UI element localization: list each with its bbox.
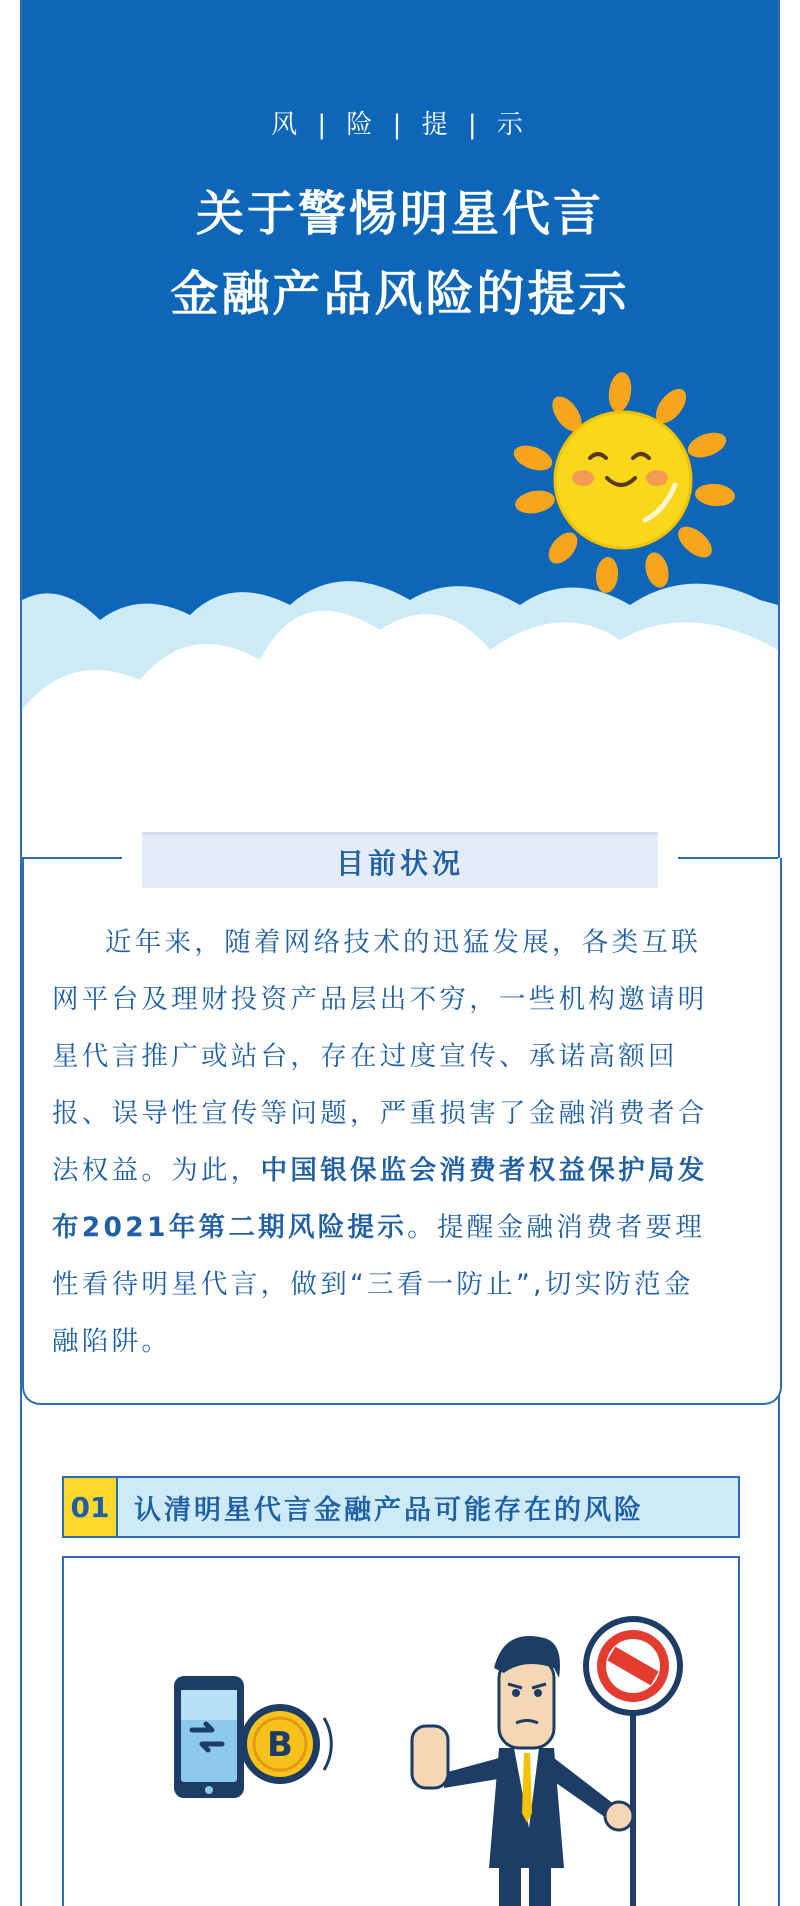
status-line-3	[52, 1028, 748, 1085]
no-entry-sign-icon	[583, 1616, 683, 1716]
section-number-badge: 01	[64, 1478, 118, 1536]
status-line-text: 。提醒金融消费者要理	[407, 1212, 706, 1243]
status-line-8	[52, 1313, 748, 1370]
status-line-text: 融陷阱。	[52, 1326, 172, 1357]
section-01-header	[62, 1476, 740, 1538]
hero-eyebrow: 风 | 险 | 提 | 示	[271, 110, 529, 140]
status-line-7	[52, 1256, 748, 1313]
status-line-6	[52, 1199, 748, 1256]
status-line-text: 报、误导性宣传等问题，严重损害了金融消费者合	[52, 1098, 708, 1129]
hero-title-line-1: 关于警惕明星代言	[195, 186, 604, 242]
illustration-box	[62, 1556, 740, 1906]
bitcoin-coin-icon	[240, 1704, 331, 1784]
status-highlight-text: 布2021年第二期风险提示	[52, 1212, 408, 1243]
phone-exchange-icon	[164, 1668, 334, 1808]
section-title: 认清明星代言金融产品可能存在的风险	[134, 1494, 644, 1526]
card-top-line-right	[678, 857, 778, 859]
status-heading: 目前状况	[142, 832, 658, 888]
status-line-5	[52, 1142, 748, 1199]
status-line-2	[52, 971, 748, 1028]
status-line-text: 星代言推广或站台，存在过度宣传、承诺高额回	[52, 1041, 678, 1072]
svg-text:B: B	[267, 1725, 293, 1765]
status-paragraph	[52, 914, 748, 1370]
hero-title-line-2: 金融产品风险的提示	[170, 266, 630, 322]
businessman-stop-sign-icon	[404, 1598, 684, 1906]
status-highlight-text: 中国银保监会消费者权益保护局发	[260, 1155, 708, 1186]
card-top-line-left	[22, 857, 122, 859]
status-line-text: 网平台及理财投资产品层出不穷，一些机构邀请明	[52, 984, 708, 1015]
status-line-text: 法权益。为此，	[52, 1155, 261, 1186]
status-line-4	[52, 1085, 748, 1142]
status-line-1	[52, 914, 748, 971]
status-line-text: 近年来，随着网络技术的迅猛发展，各类互联	[105, 927, 701, 958]
status-line-text: 性看待明星代言，做到“三看一防止”,切实防范金	[52, 1269, 694, 1300]
cloud-layer	[0, 560, 800, 860]
